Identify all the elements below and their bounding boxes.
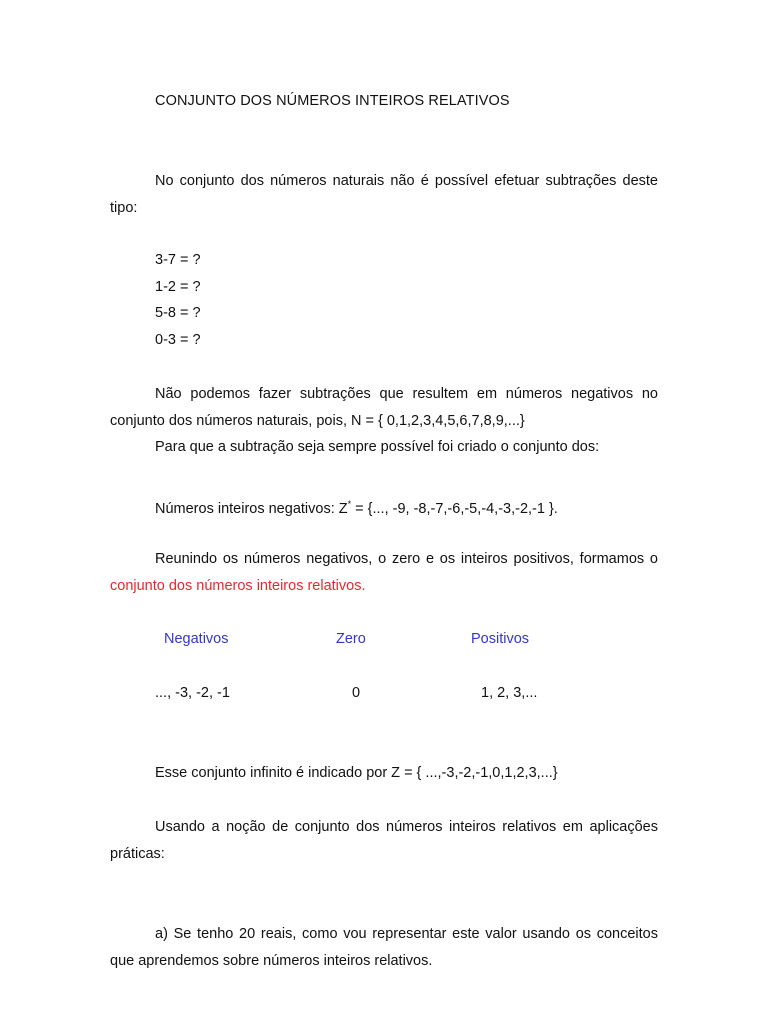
union-text: Reunindo os números negativos, o zero e os inteiros positivos, formamos o [155, 551, 658, 567]
paragraph-intro: No conjunto dos números naturais não é possível efetuar subtrações deste tipo: [110, 173, 658, 216]
paragraph-union [110, 546, 658, 599]
value-positivos: 1, 2, 3,... [481, 685, 538, 701]
header-positivos: Positivos [471, 631, 530, 647]
paragraph-practical: Usando a noção de conjunto dos números inteiros relativos em aplicações práticas: [110, 819, 658, 862]
paragraph-question-a: a) Se tenho 20 reais, como vou representar este valor usando os conceitos que aprendemos sobre números inteiros relativos. [110, 926, 658, 969]
negatives-superscript: * [347, 499, 352, 509]
example-line: 1-2 = ? [155, 279, 201, 295]
header-zero: Zero [336, 631, 366, 647]
paragraph-z-set: Esse conjunto infinito é indicado por Z = { ...,-3,-2,-1,0,1,2,3,...} [155, 765, 558, 781]
example-line: 0-3 = ? [155, 332, 201, 348]
negative-integers-line [155, 494, 558, 519]
negatives-set: = {..., -9, -8,-7,-6,-5,-4,-3,-2,-1 }. [351, 500, 558, 517]
example-line: 3-7 = ? [155, 252, 201, 268]
negatives-prefix: Números inteiros negativos: Z [155, 500, 348, 517]
header-negativos: Negativos [164, 631, 229, 647]
paragraph-natural-numbers: Não podemos fazer subtrações que resultem em números negativos no conjunto dos números naturais, pois, N = { 0,1,2,3,4,5,6,7,8,9,...} [110, 386, 658, 429]
paragraph-subtraction: Para que a subtração seja sempre possível foi criado o conjunto dos: [155, 439, 600, 455]
value-zero: 0 [352, 685, 361, 701]
value-negativos: ..., -3, -2, -1 [155, 685, 230, 701]
example-line: 5-8 = ? [155, 305, 201, 321]
integers-highlight: conjunto dos números inteiros relativos. [110, 577, 366, 594]
page-title: CONJUNTO DOS NÚMEROS INTEIROS RELATIVOS [155, 93, 510, 109]
